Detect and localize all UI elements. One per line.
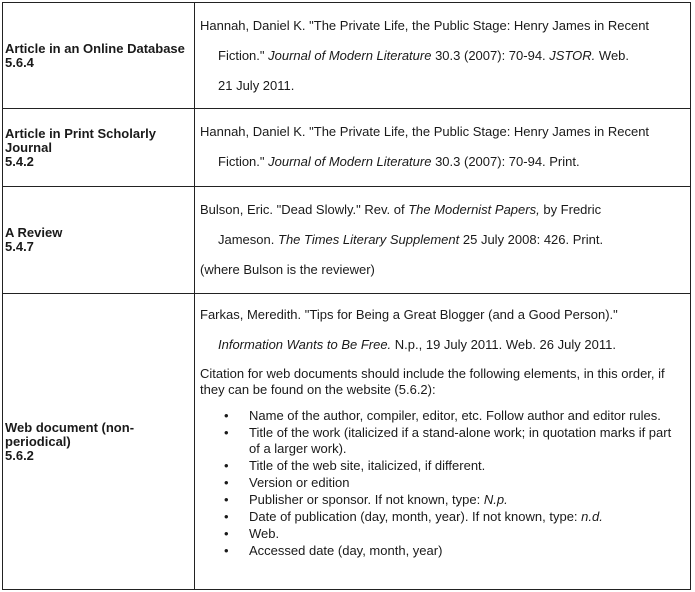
citation-line: 21 July 2011.: [218, 78, 295, 93]
list-item: • Web.: [224, 526, 280, 541]
bullet-icon: •: [224, 509, 229, 524]
citation-line: Farkas, Meredith. "Tips for Being a Great Blogger (and a Good Person).": [200, 307, 618, 322]
list-item: • Publisher or sponsor. If not known, type: N.p.: [224, 492, 508, 507]
bullet-icon: •: [224, 408, 229, 423]
citation-line: Bulson, Eric. "Dead Slowly." Rev. of The Modernist Papers, by Fredric: [200, 202, 602, 217]
row-section: 5.4.2: [5, 153, 34, 169]
citation-cell: [195, 294, 691, 590]
bullet-icon: •: [224, 526, 229, 541]
bullet-icon: •: [224, 475, 229, 490]
row-label-cell: [3, 3, 195, 109]
bullet-icon: •: [224, 458, 229, 473]
citation-line: Hannah, Daniel K. "The Private Life, the Public Stage: Henry James in Recent: [200, 124, 650, 139]
row-label: A Review: [5, 225, 63, 240]
list-item: • Accessed date (day, month, year): [224, 543, 443, 558]
citation-line: Fiction." Journal of Modern Literature 30.3 (2007): 70-94. JSTOR. Web.: [218, 48, 630, 63]
table-row: [3, 187, 691, 294]
citation-cell: [195, 3, 691, 109]
row-section: 5.6.2: [5, 447, 34, 463]
row-label: Web document (non-periodical): [5, 419, 135, 449]
list-item: • Version or edition: [224, 475, 350, 490]
citation-cell: [195, 187, 691, 294]
web-elements-list: [200, 408, 684, 559]
citation-line: Jameson. The Times Literary Supplement 25 July 2008: 426. Print.: [218, 232, 604, 247]
bullet-icon: •: [224, 425, 229, 440]
bullet-icon: •: [224, 543, 229, 558]
list-item: • Title of the web site, italicized, if different.: [224, 458, 486, 473]
citation-line: Information Wants to Be Free. N.p., 19 July 2011. Web. 26 July 2011.: [218, 337, 616, 352]
row-section: 5.6.4: [5, 54, 34, 70]
row-section: 5.4.7: [5, 239, 34, 254]
list-item: • Name of the author, compiler, editor, etc. Follow author and editor rules.: [224, 408, 661, 423]
reviewer-note: (where Bulson is the reviewer): [200, 262, 375, 277]
citation-line: Hannah, Daniel K. "The Private Life, the Public Stage: Henry James in Recent: [200, 18, 650, 33]
row-label: Article in an Online Database: [5, 40, 185, 56]
citation-table: [2, 2, 691, 590]
row-label-cell: [3, 187, 195, 294]
citation-cell: [195, 109, 691, 187]
web-elements-intro: Citation for web documents should include the following elements, in this order, if they can be found on the website (5.6.2):: [200, 366, 665, 397]
list-item: • Date of publication (day, month, year). If not known, type: n.d.: [224, 509, 603, 524]
table-row: [3, 3, 691, 109]
list-item: • Title of the work (italicized if a stand-alone work; in quotation marks if part of a larger work).: [224, 425, 672, 456]
row-label: Article in Print Scholarly Journal: [5, 125, 156, 155]
citation-line: Fiction." Journal of Modern Literature 30.3 (2007): 70-94. Print.: [218, 154, 580, 169]
table-row: [3, 109, 691, 187]
bullet-icon: •: [224, 492, 229, 507]
table-row: [3, 294, 691, 590]
row-label-cell: [3, 294, 195, 590]
row-label-cell: [3, 109, 195, 187]
